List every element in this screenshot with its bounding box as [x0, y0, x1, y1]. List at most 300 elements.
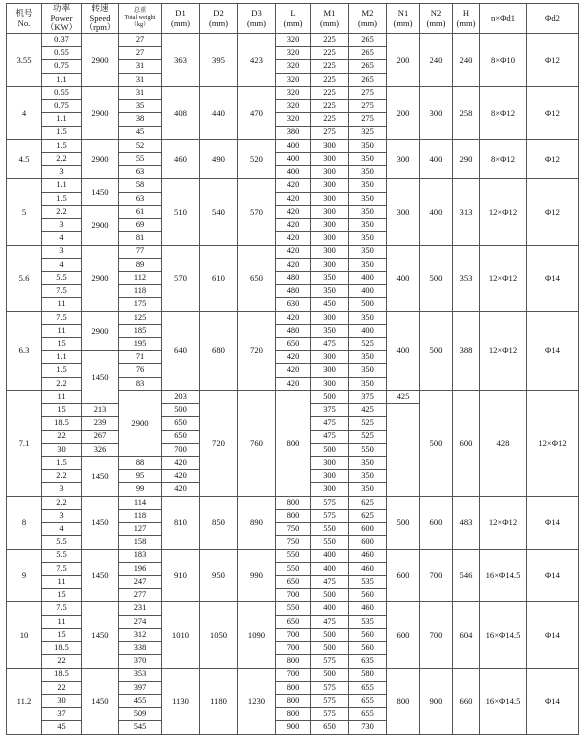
speed-cell: 1450 [82, 668, 119, 735]
l-cell: 800 [276, 655, 311, 668]
m1-cell: 475 [311, 615, 349, 628]
d1-cell: 640 [162, 311, 200, 390]
weight-cell: 99 [119, 483, 162, 496]
m2-cell: 350 [349, 457, 387, 470]
weight-cell: 158 [119, 536, 162, 549]
weight-cell: 274 [119, 615, 162, 628]
m2-cell: 635 [349, 655, 387, 668]
d1-cell: 910 [162, 549, 200, 602]
m1-cell: 300 [311, 377, 349, 390]
m2-cell: 560 [349, 589, 387, 602]
l-cell: 700 [276, 642, 311, 655]
power-cell: 1.5 [42, 126, 82, 139]
l-cell: 420 [276, 311, 311, 324]
m2-cell: 350 [349, 152, 387, 165]
weight-cell: 63 [119, 192, 162, 205]
m1-cell: 350 [311, 285, 349, 298]
m1-cell: 475 [311, 417, 349, 430]
header-d2 [200, 4, 238, 34]
l-cell: 420 [276, 245, 311, 258]
model-number-cell: 8 [7, 496, 42, 549]
header-h-label: H [462, 8, 470, 19]
power-cell: 7.5 [42, 602, 82, 615]
power-cell: 3 [42, 483, 82, 496]
power-cell: 18.5 [42, 417, 82, 430]
n2-cell: 700 [420, 602, 453, 668]
m1-cell: 575 [311, 708, 349, 721]
weight-cell: 71 [119, 351, 162, 364]
power-cell: 18.5 [42, 642, 82, 655]
h-cell: 604 [453, 602, 480, 668]
weight-cell: 31 [119, 86, 162, 99]
table-row [7, 496, 579, 509]
d2-cell: 1180 [200, 668, 238, 735]
model-number-cell: 6.3 [7, 311, 42, 390]
speed-cell: 2900 [82, 245, 119, 311]
weight-cell: 27 [119, 34, 162, 47]
table-row [7, 139, 579, 152]
m2-cell: 460 [349, 602, 387, 615]
l-cell: 420 [276, 232, 311, 245]
m1-cell: 375 [349, 390, 387, 403]
m2-cell: 350 [349, 245, 387, 258]
m2-cell: 325 [349, 126, 387, 139]
hole-diameter-cell: Φ14 [527, 668, 579, 735]
m2-cell: 350 [349, 166, 387, 179]
l-cell: 630 [276, 298, 311, 311]
d2-cell: 1050 [200, 602, 238, 668]
l-cell: 320 [276, 73, 311, 86]
d2-cell: 490 [200, 139, 238, 179]
n2-cell: 240 [420, 34, 453, 87]
l-cell: 480 [276, 285, 311, 298]
d1-cell: 1130 [162, 668, 200, 735]
power-cell: 30 [42, 443, 82, 456]
power-cell: 30 [42, 694, 82, 707]
weight-cell: 95 [119, 470, 162, 483]
l-cell: 650 [276, 615, 311, 628]
m1-cell: 575 [311, 694, 349, 707]
weight-cell: 118 [119, 285, 162, 298]
m2-cell: 400 [349, 285, 387, 298]
m1-cell: 225 [311, 60, 349, 73]
weight-cell: 312 [119, 628, 162, 641]
n1-cell: 300 [387, 179, 420, 245]
hole-diameter-cell: Φ12 [527, 34, 579, 87]
m1-cell: 475 [311, 338, 349, 351]
table-row [7, 245, 579, 258]
l-cell: 420 [162, 483, 200, 496]
m1-cell: 300 [311, 205, 349, 218]
m1-cell: 550 [311, 536, 349, 549]
l-cell: 650 [276, 338, 311, 351]
d3-cell: 520 [238, 139, 276, 179]
power-cell: 22 [42, 430, 82, 443]
hole-diameter-cell: Φ12 [527, 86, 579, 139]
m1-cell: 225 [311, 73, 349, 86]
header-nd1 [480, 4, 527, 34]
l-cell: 800 [276, 694, 311, 707]
n2-cell: 600 [453, 390, 480, 496]
weight-cell: 196 [119, 562, 162, 575]
m2-cell: 460 [349, 562, 387, 575]
l-cell: 420 [276, 377, 311, 390]
speed-cell: 2900 [119, 390, 162, 456]
speed-cell: 1450 [82, 549, 119, 602]
m2-cell: 350 [349, 205, 387, 218]
n1-cell: 400 [387, 245, 420, 311]
d1-cell: 720 [200, 390, 238, 496]
hole-diameter-cell: Φ14 [527, 496, 579, 549]
l-cell: 420 [276, 258, 311, 271]
l-cell: 420 [276, 364, 311, 377]
power-cell: 15 [42, 338, 82, 351]
header-row [7, 4, 579, 34]
power-cell: 3 [42, 509, 82, 522]
weight-cell: 267 [82, 430, 119, 443]
l-cell: 650 [162, 430, 200, 443]
d3-cell: 990 [238, 549, 276, 602]
speed-cell: 2900 [82, 86, 119, 139]
m2-cell: 350 [349, 192, 387, 205]
l-cell: 400 [276, 139, 311, 152]
l-cell: 750 [276, 523, 311, 536]
m2-cell: 400 [349, 271, 387, 284]
power-cell: 18.5 [42, 668, 82, 681]
m2-cell: 350 [349, 470, 387, 483]
d1-cell: 1010 [162, 602, 200, 668]
m2-cell: 425 [387, 390, 420, 403]
m2-cell: 655 [349, 708, 387, 721]
header-power-cn: 功率 [52, 3, 71, 14]
weight-cell: 118 [119, 509, 162, 522]
hole-diameter-cell: Φ12 [527, 139, 579, 179]
power-cell: 0.55 [42, 47, 82, 60]
m1-cell: 300 [311, 179, 349, 192]
n2-cell: 400 [420, 139, 453, 179]
header-weight [119, 4, 162, 34]
l-cell: 320 [276, 47, 311, 60]
l-cell: 320 [276, 34, 311, 47]
header-d2-unit: (mm) [208, 17, 229, 28]
n2-cell: 700 [420, 549, 453, 602]
l-cell: 320 [276, 86, 311, 99]
header-model [7, 4, 42, 34]
d2-cell: 395 [200, 34, 238, 87]
h-cell: 258 [453, 86, 480, 139]
header-m2-label: M2 [361, 8, 374, 19]
l-cell: 320 [276, 113, 311, 126]
l-cell: 500 [162, 404, 200, 417]
l-cell: 380 [276, 126, 311, 139]
m2-cell: 525 [349, 417, 387, 430]
power-cell: 11 [42, 575, 82, 588]
weight-cell: 58 [119, 179, 162, 192]
weight-cell: 175 [119, 298, 162, 311]
d3-cell: 650 [238, 245, 276, 311]
power-cell: 1.5 [42, 364, 82, 377]
header-m1 [311, 4, 349, 34]
m2-cell: 350 [349, 351, 387, 364]
m1-cell: 400 [311, 562, 349, 575]
header-m2 [349, 4, 387, 34]
l-cell: 400 [276, 152, 311, 165]
weight-cell: 203 [162, 390, 200, 403]
weight-cell: 370 [119, 655, 162, 668]
m2-cell: 350 [349, 364, 387, 377]
power-cell: 2.2 [42, 152, 82, 165]
m2-cell: 265 [349, 34, 387, 47]
power-cell: 7.5 [42, 285, 82, 298]
n2-cell: 900 [420, 668, 453, 735]
m2-cell: 600 [349, 523, 387, 536]
header-m2-unit: (mm) [357, 17, 378, 28]
power-cell: 7.5 [42, 562, 82, 575]
model-number-cell: 10 [7, 602, 42, 668]
weight-cell: 326 [82, 443, 119, 456]
m2-cell: 525 [349, 338, 387, 351]
d3-cell: 800 [276, 390, 311, 496]
m1-cell: 225 [311, 34, 349, 47]
table-row [7, 668, 579, 681]
m2-cell: 350 [349, 258, 387, 271]
m2-cell: 500 [349, 298, 387, 311]
weight-cell: 55 [119, 152, 162, 165]
weight-cell: 35 [119, 100, 162, 113]
power-cell: 1.5 [42, 192, 82, 205]
weight-cell: 213 [82, 404, 119, 417]
weight-cell: 125 [119, 311, 162, 324]
m2-cell: 350 [349, 139, 387, 152]
fan-spec-table [6, 3, 579, 735]
m1-cell: 575 [311, 496, 349, 509]
l-cell: 800 [276, 496, 311, 509]
m2-cell: 350 [349, 219, 387, 232]
hole-diameter-cell: Φ14 [527, 245, 579, 311]
m1-cell: 300 [311, 219, 349, 232]
m1-cell: 575 [311, 681, 349, 694]
hole-diameter-cell: Φ14 [527, 602, 579, 668]
power-cell: 2.2 [42, 377, 82, 390]
table-row [7, 602, 579, 615]
l-cell: 750 [276, 536, 311, 549]
power-cell: 3 [42, 245, 82, 258]
l-cell: 700 [276, 628, 311, 641]
l-cell: 700 [276, 668, 311, 681]
d2-cell: 440 [200, 86, 238, 139]
m2-cell: 350 [349, 311, 387, 324]
n1-cell: 200 [387, 86, 420, 139]
power-cell: 1.1 [42, 73, 82, 86]
l-cell: 700 [162, 443, 200, 456]
model-number-cell: 9 [7, 549, 42, 602]
header-d1-unit: (mm) [170, 17, 191, 28]
l-cell: 550 [276, 549, 311, 562]
m2-cell: 350 [349, 483, 387, 496]
m2-cell: 655 [349, 694, 387, 707]
d1-cell: 363 [162, 34, 200, 87]
speed-cell: 1450 [82, 179, 119, 205]
weight-cell: 455 [119, 694, 162, 707]
m1-cell: 350 [311, 271, 349, 284]
m1-cell: 500 [311, 589, 349, 602]
speed-cell: 1450 [82, 602, 119, 668]
l-cell: 420 [276, 179, 311, 192]
m1-cell: 225 [311, 113, 349, 126]
header-d3-label: D3 [251, 8, 262, 19]
m1-cell: 300 [311, 245, 349, 258]
header-d2-hole [527, 4, 579, 34]
header-weight-en: Total weight [124, 14, 156, 22]
weight-cell: 114 [119, 496, 162, 509]
power-cell: 5.5 [42, 536, 82, 549]
weight-cell: 89 [119, 258, 162, 271]
header-speed-unit: （rpm） [84, 22, 116, 33]
d3-cell: 470 [238, 86, 276, 139]
power-cell: 45 [42, 721, 82, 735]
table-row [7, 179, 579, 192]
header-model-cn: 机号 [15, 8, 33, 19]
d3-cell: 1090 [238, 602, 276, 668]
header-l-unit: (mm) [283, 17, 303, 28]
weight-cell: 545 [119, 721, 162, 735]
h-cell: 240 [453, 34, 480, 87]
d2-cell: 760 [238, 390, 276, 496]
weight-cell: 81 [119, 232, 162, 245]
hole-diameter-cell: Φ14 [527, 311, 579, 390]
m2-cell: 460 [349, 549, 387, 562]
m1-cell: 300 [311, 166, 349, 179]
n2-cell: 300 [420, 86, 453, 139]
power-cell: 0.37 [42, 34, 82, 47]
m1-cell: 500 [311, 642, 349, 655]
m2-cell: 550 [349, 443, 387, 456]
speed-cell: 2900 [82, 34, 119, 87]
l-cell: 650 [276, 575, 311, 588]
m1-cell: 475 [311, 430, 349, 443]
m1-cell: 300 [311, 364, 349, 377]
m2-cell: 275 [349, 86, 387, 99]
h-cell: 483 [453, 496, 480, 549]
power-cell: 4 [42, 258, 82, 271]
l-cell: 800 [276, 708, 311, 721]
header-d3 [238, 4, 276, 34]
power-cell: 15 [42, 589, 82, 602]
header-n1-unit: (mm) [393, 17, 413, 28]
hole-diameter-cell: Φ12 [527, 179, 579, 245]
power-cell: 4 [42, 232, 82, 245]
d3-cell: 890 [238, 496, 276, 549]
weight-cell: 353 [119, 668, 162, 681]
weight-cell: 77 [119, 245, 162, 258]
spec-body [7, 34, 579, 735]
header-speed-cn: 转速 [91, 3, 109, 14]
model-number-cell: 4 [7, 86, 42, 139]
weight-cell: 52 [119, 139, 162, 152]
n1-cell: 800 [387, 668, 420, 735]
n2-cell: 500 [420, 245, 453, 311]
m1-cell: 575 [311, 655, 349, 668]
table-row [7, 549, 579, 562]
d3-cell: 423 [238, 34, 276, 87]
header-d1-label: D1 [175, 8, 186, 19]
l-cell: 420 [162, 457, 200, 470]
weight-cell: 185 [119, 324, 162, 337]
bolt-holes-cell: 8×Φ10 [480, 34, 527, 87]
weight-cell: 195 [119, 338, 162, 351]
weight-cell: 112 [119, 271, 162, 284]
weight-cell: 76 [119, 364, 162, 377]
bolt-holes-cell: 16×Φ14.5 [480, 549, 527, 602]
m2-cell: 265 [349, 60, 387, 73]
weight-cell: 397 [119, 681, 162, 694]
speed-cell: 1450 [82, 496, 119, 549]
l-cell: 500 [311, 390, 349, 403]
m2-cell: 625 [349, 496, 387, 509]
bolt-holes-cell: 16×Φ14.5 [480, 602, 527, 668]
weight-cell: 231 [119, 602, 162, 615]
m1-cell: 450 [311, 298, 349, 311]
weight-cell: 27 [119, 47, 162, 60]
d1-cell: 460 [162, 139, 200, 179]
bolt-holes-cell: 16×Φ14.5 [480, 668, 527, 735]
power-cell: 3 [42, 219, 82, 232]
m1-cell: 300 [311, 470, 349, 483]
header-h [453, 4, 480, 34]
m1-cell: 300 [311, 152, 349, 165]
power-cell: 0.55 [42, 86, 82, 99]
m1-cell: 300 [311, 483, 349, 496]
m2-cell: 560 [349, 628, 387, 641]
header-speed [82, 4, 119, 34]
h-cell: 428 [480, 390, 527, 496]
power-cell: 2.2 [42, 496, 82, 509]
speed-cell: 2900 [82, 311, 119, 351]
power-cell: 4 [42, 523, 82, 536]
header-power [42, 4, 82, 34]
l-cell: 320 [276, 60, 311, 73]
weight-cell: 127 [119, 523, 162, 536]
power-cell: 1.5 [42, 457, 82, 470]
h-cell: 546 [453, 549, 480, 602]
m2-cell: 580 [349, 668, 387, 681]
m1-cell: 400 [311, 602, 349, 615]
power-cell: 22 [42, 655, 82, 668]
n1-cell: 600 [387, 602, 420, 668]
bolt-holes-cell: 12×Φ12 [480, 496, 527, 549]
d1-cell: 510 [162, 179, 200, 245]
speed-cell: 2900 [82, 205, 119, 245]
power-cell: 5.5 [42, 271, 82, 284]
m2-cell: 275 [349, 100, 387, 113]
power-cell: 5.5 [42, 549, 82, 562]
m1-cell: 475 [311, 575, 349, 588]
power-cell: 15 [42, 628, 82, 641]
n2-cell: 400 [420, 179, 453, 245]
power-cell: 1.1 [42, 179, 82, 192]
table-row [7, 86, 579, 99]
header-h-unit: (mm) [456, 17, 476, 28]
header-n2-unit: (mm) [426, 17, 446, 28]
h-cell: 660 [453, 668, 480, 735]
power-cell: 11 [42, 324, 82, 337]
m1-cell: 375 [311, 404, 349, 417]
header-weight-unit: （kg） [130, 20, 150, 28]
bolt-holes-cell: 12×Φ12 [480, 311, 527, 390]
m2-cell: 425 [349, 404, 387, 417]
n1-cell: 400 [387, 311, 420, 390]
n2-cell: 500 [420, 311, 453, 390]
